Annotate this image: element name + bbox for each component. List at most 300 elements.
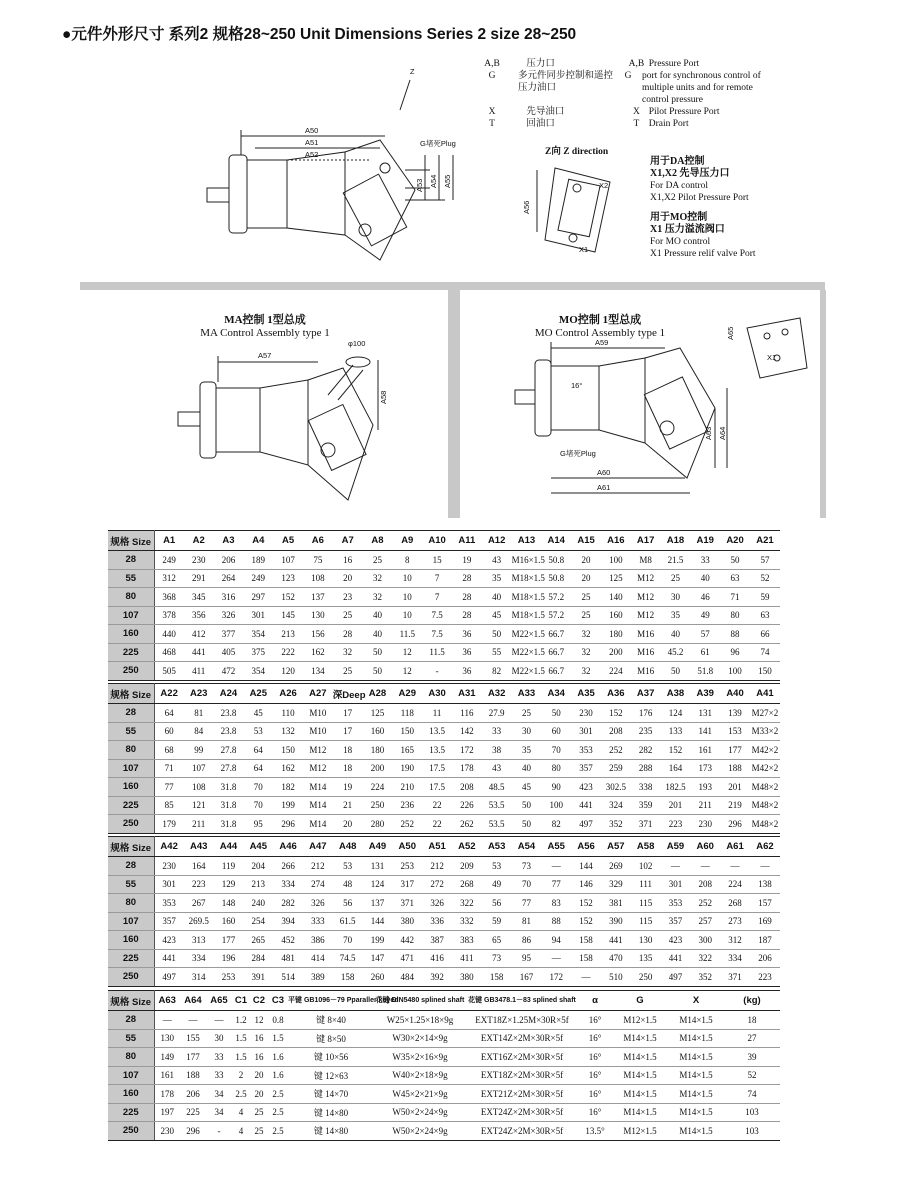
table-cell: 57 xyxy=(690,625,720,644)
table-cell: 49 xyxy=(690,606,720,625)
column-header: A27 xyxy=(303,684,333,704)
table-cell: 32 xyxy=(571,643,601,662)
table-cell: 441 xyxy=(154,949,184,968)
table-cell: 40 xyxy=(661,625,691,644)
table-cell: 10 xyxy=(392,569,422,588)
table-cell: 50 xyxy=(512,796,542,815)
column-header: A48 xyxy=(333,837,363,857)
table-cell: 193 xyxy=(690,778,720,797)
table-cell: 269 xyxy=(601,857,631,876)
table-cell: 152 xyxy=(601,704,631,723)
dim-label: A50 xyxy=(305,126,319,135)
table-cell: 52 xyxy=(724,1066,780,1085)
table-cell: 57 xyxy=(750,551,780,570)
table-cell: M14×1.5 xyxy=(668,1103,724,1122)
table-cell: 505 xyxy=(154,662,184,681)
table-cell: 35 xyxy=(661,606,691,625)
dim-label: A54 xyxy=(429,174,438,188)
table-cell: 157 xyxy=(750,894,780,913)
size-cell: 160 xyxy=(108,625,154,644)
table-cell: 1.2 xyxy=(232,1011,250,1030)
table-cell: 7 xyxy=(422,588,452,607)
table-cell: 57.2 xyxy=(541,606,571,625)
table-cell: 208 xyxy=(601,722,631,741)
table-cell: 224 xyxy=(363,778,393,797)
table-cell: 28 xyxy=(452,569,482,588)
table-cell: M48×2 xyxy=(750,815,780,834)
table-cell: 123 xyxy=(273,569,303,588)
table-cell: M8 xyxy=(631,551,661,570)
table-cell: 7 xyxy=(422,569,452,588)
table-cell: — xyxy=(690,857,720,876)
size-cell: 55 xyxy=(108,722,154,741)
table-cell: 133 xyxy=(661,722,691,741)
table-cell: 180 xyxy=(363,741,393,760)
table-cell: 264 xyxy=(214,569,244,588)
size-cell: 225 xyxy=(108,949,154,968)
table-cell: 177 xyxy=(214,931,244,950)
table-cell: 36 xyxy=(452,643,482,662)
column-header: A21 xyxy=(750,531,780,551)
table-cell: M14×1.5 xyxy=(612,1085,668,1104)
legend-row: G 多元件同步控制和遥控压力油口 G port for synchronous control of multiple units and for remote control pressure xyxy=(488,71,761,105)
size-cell: 107 xyxy=(108,912,154,931)
table-cell: M14×1.5 xyxy=(668,1011,724,1030)
column-header: A38 xyxy=(661,684,691,704)
table-cell: 40 xyxy=(690,569,720,588)
table-cell: 138 xyxy=(750,875,780,894)
column-header: A55 xyxy=(541,837,571,857)
table-cell: — xyxy=(541,857,571,876)
table-cell: 139 xyxy=(720,704,750,723)
table-cell: 125 xyxy=(363,704,393,723)
table-cell: 268 xyxy=(452,875,482,894)
table-cell: 200 xyxy=(601,643,631,662)
table-cell: 236 xyxy=(392,796,422,815)
column-header: A57 xyxy=(601,837,631,857)
table-cell: 25 xyxy=(363,551,393,570)
table-cell: 266 xyxy=(273,857,303,876)
column-header: A35 xyxy=(571,684,601,704)
column-header: A22 xyxy=(154,684,184,704)
table-cell: 169 xyxy=(750,912,780,931)
table-cell: 4 xyxy=(232,1103,250,1122)
table-cell: 32 xyxy=(363,569,393,588)
table-cell: 56 xyxy=(333,894,363,913)
table-cell: 16 xyxy=(250,1029,268,1048)
table-cell: 35 xyxy=(482,569,512,588)
table-cell: 25 xyxy=(333,606,363,625)
table-cell: 211 xyxy=(690,796,720,815)
table-cell: 441 xyxy=(184,643,214,662)
table-cell: 153 xyxy=(720,722,750,741)
table-cell: 124 xyxy=(661,704,691,723)
table-cell: 118 xyxy=(392,704,422,723)
table-cell: 61.5 xyxy=(333,912,363,931)
table-cell: 223 xyxy=(661,815,691,834)
table-cell: 94 xyxy=(541,931,571,950)
table-cell: 28 xyxy=(452,606,482,625)
table-row xyxy=(108,1011,780,1030)
size-cell: 107 xyxy=(108,606,154,625)
table-cell: M18×1.5 xyxy=(512,588,542,607)
table-cell: 53 xyxy=(333,857,363,876)
table-cell: 70 xyxy=(243,796,273,815)
table-cell: 64 xyxy=(243,741,273,760)
size-cell: 28 xyxy=(108,857,154,876)
table-cell: 88 xyxy=(720,625,750,644)
table-cell: 60 xyxy=(154,722,184,741)
table-cell: M12 xyxy=(303,759,333,778)
table-cell: 50 xyxy=(512,815,542,834)
table-row xyxy=(108,1066,780,1085)
column-header: A25 xyxy=(243,684,273,704)
ma-control-drawing xyxy=(178,340,418,500)
table-row xyxy=(108,894,780,913)
table-cell: 86 xyxy=(512,931,542,950)
table-cell: 73 xyxy=(482,949,512,968)
table-cell: M14 xyxy=(303,815,333,834)
column-header: 平键 GB1096－79 Pparaller keyed xyxy=(288,991,374,1011)
table-cell: 43 xyxy=(482,759,512,778)
table-cell: 66.7 xyxy=(541,643,571,662)
column-header: X xyxy=(668,991,724,1011)
table-cell: 34 xyxy=(206,1103,232,1122)
table-cell: 371 xyxy=(631,815,661,834)
size-cell: 250 xyxy=(108,968,154,987)
column-header: 深Deep xyxy=(333,684,363,704)
table-cell: 77 xyxy=(154,778,184,797)
table-cell: 48.5 xyxy=(482,778,512,797)
column-header: (kg) xyxy=(724,991,780,1011)
table-cell: 63 xyxy=(750,606,780,625)
table-cell: M16 xyxy=(631,662,661,681)
table-row xyxy=(108,968,780,987)
table-cell: EXT16Z×2M×30R×5f xyxy=(466,1048,578,1067)
table-cell: 210 xyxy=(392,778,422,797)
table-cell: 378 xyxy=(154,606,184,625)
table-row xyxy=(108,949,780,968)
size-cell: 225 xyxy=(108,796,154,815)
table-cell: 481 xyxy=(273,949,303,968)
size-cell: 160 xyxy=(108,1085,154,1104)
table-cell: M12 xyxy=(303,741,333,760)
table-cell: 50.8 xyxy=(541,569,571,588)
column-header: A18 xyxy=(661,531,691,551)
table-cell: 375 xyxy=(243,643,273,662)
table-cell: 149 xyxy=(154,1048,180,1067)
dim-label: A58 xyxy=(379,390,388,404)
table-cell: 50 xyxy=(482,625,512,644)
table-cell: 11.5 xyxy=(392,625,422,644)
table-cell: 121 xyxy=(184,796,214,815)
table-cell: 40 xyxy=(363,606,393,625)
table-row xyxy=(108,1048,780,1067)
table-cell: 13.5 xyxy=(422,741,452,760)
table-cell: 17.5 xyxy=(422,778,452,797)
table-cell: 250 xyxy=(363,796,393,815)
column-header: A3 xyxy=(214,531,244,551)
table-cell: — xyxy=(720,857,750,876)
table-cell: 296 xyxy=(273,815,303,834)
table-cell: 259 xyxy=(601,759,631,778)
table-cell: 8 xyxy=(392,551,422,570)
table-cell: 12 xyxy=(392,643,422,662)
column-header: A12 xyxy=(482,531,512,551)
table-cell: 100 xyxy=(601,551,631,570)
table-cell: 333 xyxy=(303,912,333,931)
table-cell: 25 xyxy=(333,662,363,681)
table-cell: 381 xyxy=(601,894,631,913)
table-cell: 84 xyxy=(184,722,214,741)
table-cell: 20 xyxy=(250,1085,268,1104)
column-header: A8 xyxy=(363,531,393,551)
table-cell: M14×1.5 xyxy=(668,1066,724,1085)
table-cell: 302.5 xyxy=(601,778,631,797)
table-cell: 7.5 xyxy=(422,606,452,625)
table-row xyxy=(108,741,780,760)
table-cell: 32 xyxy=(333,643,363,662)
table-cell: M12×1.5 xyxy=(612,1011,668,1030)
column-header: A61 xyxy=(720,837,750,857)
legend-row: T 回油口 T Drain Port xyxy=(489,119,689,129)
panel-divider xyxy=(820,290,826,518)
size-cell: 80 xyxy=(108,741,154,760)
column-header: A23 xyxy=(184,684,214,704)
table-cell: 252 xyxy=(601,741,631,760)
table-cell: 345 xyxy=(184,588,214,607)
table-cell: 16 xyxy=(250,1048,268,1067)
column-header: 花键 GB3478.1－83 splined shaft xyxy=(466,991,578,1011)
table-cell: EXT21Z×2M×30R×5f xyxy=(466,1085,578,1104)
column-header: A47 xyxy=(303,837,333,857)
table-cell: 411 xyxy=(452,949,482,968)
table-cell: 45.2 xyxy=(661,643,691,662)
table-cell: 354 xyxy=(243,625,273,644)
table-cell: 423 xyxy=(571,778,601,797)
table-cell: 36 xyxy=(452,662,482,681)
table-cell: 254 xyxy=(243,912,273,931)
table-cell: M22×1.5 xyxy=(512,662,542,681)
table-cell: 201 xyxy=(720,778,750,797)
table-cell: 249 xyxy=(154,551,184,570)
table-cell: 88 xyxy=(541,912,571,931)
table-row xyxy=(108,588,780,607)
dim-label: G堵死Plug xyxy=(560,449,596,458)
table-cell: 107 xyxy=(273,551,303,570)
table-cell: 257 xyxy=(690,912,720,931)
column-header: A17 xyxy=(631,531,661,551)
table-cell: 301 xyxy=(571,722,601,741)
table-cell: 441 xyxy=(601,931,631,950)
table-cell: 161 xyxy=(690,741,720,760)
table-cell: 312 xyxy=(720,931,750,950)
table-cell: M14×1.5 xyxy=(668,1048,724,1067)
table-cell: 317 xyxy=(392,875,422,894)
table-row xyxy=(108,778,780,797)
table-cell: 49 xyxy=(482,875,512,894)
table-cell: 209 xyxy=(452,857,482,876)
table-cell: M14×1.5 xyxy=(668,1029,724,1048)
table-cell: 1.5 xyxy=(232,1048,250,1067)
table-cell: 187 xyxy=(750,931,780,950)
table-cell: 64 xyxy=(243,759,273,778)
table-cell: 70 xyxy=(541,741,571,760)
column-header: A32 xyxy=(482,684,512,704)
table-cell: 296 xyxy=(720,815,750,834)
table-row xyxy=(108,722,780,741)
table-cell: 74 xyxy=(724,1085,780,1104)
table-row xyxy=(108,931,780,950)
table-cell: M16×1.5 xyxy=(512,551,542,570)
table-cell: 77 xyxy=(541,875,571,894)
table-row xyxy=(108,643,780,662)
table-cell: 2.5 xyxy=(268,1103,288,1122)
column-header: A44 xyxy=(214,837,244,857)
dim-label: A59 xyxy=(595,338,609,347)
table-cell: 240 xyxy=(243,894,273,913)
table-cell: M27×2 xyxy=(750,704,780,723)
table-cell: 74 xyxy=(750,643,780,662)
table-cell: 135 xyxy=(631,949,661,968)
table-cell: 1.6 xyxy=(268,1048,288,1067)
table-cell: 484 xyxy=(392,968,422,987)
table-cell: W50×2×24×9g xyxy=(374,1122,466,1141)
table-cell: 326 xyxy=(214,606,244,625)
table-cell: 224 xyxy=(601,662,631,681)
column-header: A53 xyxy=(482,837,512,857)
table-cell: 353 xyxy=(661,894,691,913)
table-cell: 74.5 xyxy=(333,949,363,968)
table-cell: 291 xyxy=(184,569,214,588)
table-cell: 12 xyxy=(392,662,422,681)
table-cell: 274 xyxy=(303,875,333,894)
column-header: A1 xyxy=(154,531,184,551)
table-cell: 99 xyxy=(184,741,214,760)
table-cell: 30 xyxy=(661,588,691,607)
table-cell: 416 xyxy=(422,949,452,968)
table-cell: 19 xyxy=(452,551,482,570)
table-cell: 140 xyxy=(601,588,631,607)
table-cell: M48×2 xyxy=(750,796,780,815)
table-cell: — xyxy=(541,949,571,968)
mo-control-drawing xyxy=(515,318,815,508)
table-cell: 31.8 xyxy=(214,796,244,815)
column-header: A10 xyxy=(422,531,452,551)
table-cell: 252 xyxy=(690,894,720,913)
table-cell: 405 xyxy=(214,643,244,662)
column-header: A50 xyxy=(392,837,422,857)
table-cell: 383 xyxy=(452,931,482,950)
table-cell: 359 xyxy=(631,796,661,815)
dim-label: A53 xyxy=(415,178,424,192)
table-cell: 250 xyxy=(631,968,661,987)
table-cell: 120 xyxy=(273,662,303,681)
table-cell: 19 xyxy=(333,778,363,797)
table-cell: 411 xyxy=(184,662,214,681)
table-cell: 152 xyxy=(571,912,601,931)
column-header: A40 xyxy=(720,684,750,704)
column-header: A43 xyxy=(184,837,214,857)
column-header: A31 xyxy=(452,684,482,704)
column-header: A45 xyxy=(243,837,273,857)
column-header: A4 xyxy=(243,531,273,551)
table-cell: 150 xyxy=(750,662,780,681)
table-cell: 326 xyxy=(303,894,333,913)
table-cell: 115 xyxy=(631,912,661,931)
table-cell: 4 xyxy=(232,1122,250,1141)
column-header: A28 xyxy=(363,684,393,704)
table-cell: 354 xyxy=(243,662,273,681)
table-cell: 155 xyxy=(180,1029,206,1048)
table-cell: 66 xyxy=(750,625,780,644)
table-cell: EXT14Z×2M×30R×5f xyxy=(466,1029,578,1048)
table-cell: 380 xyxy=(392,912,422,931)
table-cell: 33 xyxy=(206,1066,232,1085)
table-cell: 130 xyxy=(631,931,661,950)
table-row xyxy=(108,569,780,588)
table-cell: M48×2 xyxy=(750,778,780,797)
table-cell: 468 xyxy=(154,643,184,662)
table-cell: 2 xyxy=(232,1066,250,1085)
table-cell: M42×2 xyxy=(750,741,780,760)
table-cell: 208 xyxy=(690,875,720,894)
table-cell: 182.5 xyxy=(661,778,691,797)
table-row xyxy=(108,1085,780,1104)
column-header: A11 xyxy=(452,531,482,551)
table-cell: 129 xyxy=(214,875,244,894)
column-header: A64 xyxy=(180,991,206,1011)
table-cell: 57.2 xyxy=(541,588,571,607)
table-cell: 497 xyxy=(571,815,601,834)
table-cell: 329 xyxy=(601,875,631,894)
size-cell: 225 xyxy=(108,1103,154,1122)
dim-label: A61 xyxy=(597,483,611,492)
table-cell: 268 xyxy=(720,894,750,913)
table-cell: 12 xyxy=(250,1011,268,1030)
table-cell: EXT24Z×2M×30R×5f xyxy=(466,1103,578,1122)
table-cell: 167 xyxy=(512,968,542,987)
table-cell: 110 xyxy=(273,704,303,723)
table-cell: 31.8 xyxy=(214,778,244,797)
table-cell: 82 xyxy=(482,662,512,681)
table-cell: 156 xyxy=(303,625,333,644)
table-cell: M14×1.5 xyxy=(612,1029,668,1048)
dim-label: A56 xyxy=(522,200,531,214)
table-cell: 36 xyxy=(452,625,482,644)
table-cell: W30×2×14×9g xyxy=(374,1029,466,1048)
column-header: A51 xyxy=(422,837,452,857)
dim-label: 16° xyxy=(571,381,583,390)
table-cell: 59 xyxy=(750,588,780,607)
table-cell: 键 8×40 xyxy=(288,1011,374,1030)
table-cell: 75 xyxy=(303,551,333,570)
table-cell: 20 xyxy=(333,569,363,588)
table-row xyxy=(108,759,780,778)
dim-label: A60 xyxy=(597,468,611,477)
table-cell: 162 xyxy=(303,643,333,662)
table-cell: 13.5 xyxy=(422,722,452,741)
table-cell: 144 xyxy=(571,857,601,876)
table-cell: 137 xyxy=(363,894,393,913)
table-cell: 412 xyxy=(184,625,214,644)
table-cell: 50 xyxy=(541,704,571,723)
table-cell: 103 xyxy=(724,1103,780,1122)
table-cell: 356 xyxy=(184,606,214,625)
table-cell: 77 xyxy=(512,894,542,913)
table-cell: M10 xyxy=(303,722,333,741)
table-cell: 284 xyxy=(243,949,273,968)
